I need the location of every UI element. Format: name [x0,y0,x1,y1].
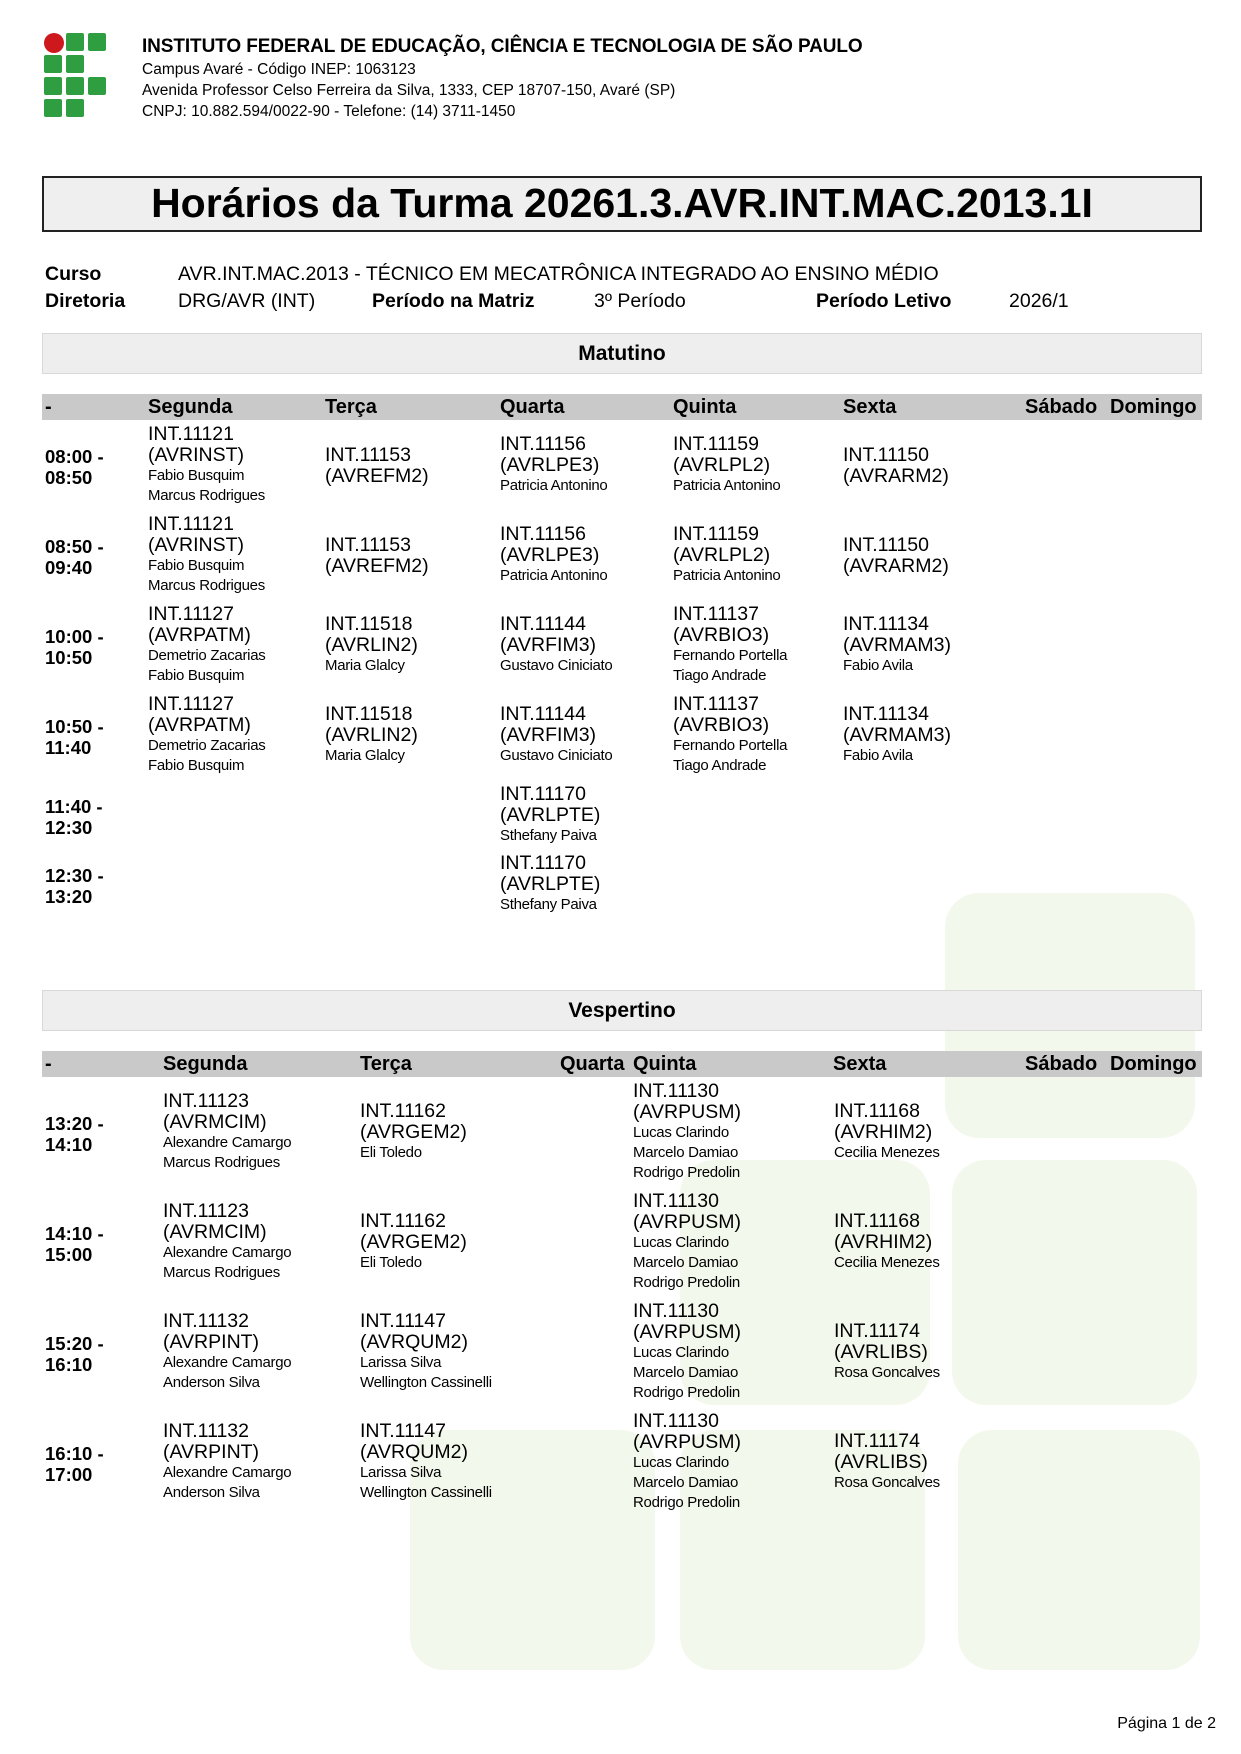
class-cell: INT.11168 (AVRHIM2) Cecilia Menezes [834,1100,940,1161]
class-cell: INT.11159 (AVRLPL2) Patricia Antonino [673,523,781,584]
class-cell: INT.11170 (AVRLPTE) Sthefany Paiva [500,852,601,913]
vespertino-section-title: Vespertino [42,990,1202,1031]
header-terca: Terça [325,396,377,418]
class-cell: INT.11137 (AVRBIO3) Fernando Portella Tiago Andrade [673,693,788,774]
class-cell: INT.11137 (AVRBIO3) Fernando Portella Tiago Andrade [673,603,788,684]
class-cell: INT.11127 (AVRPATM) Demetrio Zacarias Fabio Busquim [148,603,266,684]
time-slot: 11:40 - 12:30 [45,796,103,838]
class-cell: INT.11123 (AVRMCIM) Alexandre Camargo Marcus Rodrigues [163,1200,292,1281]
class-cell: INT.11130 (AVRPUSM) Lucas Clarindo Marcelo Damiao Rodrigo Predolin [633,1190,741,1291]
time-slot: 12:30 - 13:20 [45,865,104,907]
institution-logo [44,33,110,117]
header-sabado: Sábado [1025,396,1098,418]
logo-square [66,99,84,117]
curso-value: AVR.INT.MAC.2013 - TÉCNICO EM MECATRÔNICA INTEGRADO AO ENSINO MÉDIO [178,263,939,285]
logo-red-dot [44,33,64,53]
time-slot: 08:00 - 08:50 [45,446,104,488]
class-cell: INT.11147 (AVRQUM2) Larissa Silva Wellington Cassinelli [360,1310,492,1391]
class-cell: INT.11170 (AVRLPTE) Sthefany Paiva [500,783,601,844]
class-cell: INT.11150 (AVRARM2) [843,444,949,487]
diretoria-value: DRG/AVR (INT) [178,290,316,312]
class-cell: INT.11130 (AVRPUSM) Lucas Clarindo Marcelo Damiao Rodrigo Predolin [633,1080,741,1181]
class-cell: INT.11123 (AVRMCIM) Alexandre Camargo Marcus Rodrigues [163,1090,292,1171]
class-cell: INT.11168 (AVRHIM2) Cecilia Menezes [834,1210,940,1271]
header-terca: Terça [360,1053,412,1075]
header-time: - [45,1053,52,1075]
class-cell: INT.11518 (AVRLIN2) Maria Glalcy [325,613,418,674]
vespertino-header-row [42,1051,1202,1077]
logo-square [44,77,62,95]
time-slot: 14:10 - 15:00 [45,1223,104,1265]
header-quarta: Quarta [560,1053,625,1075]
class-cell: INT.11130 (AVRPUSM) Lucas Clarindo Marcelo Damiao Rodrigo Predolin [633,1410,741,1511]
matutino-section-title: Matutino [42,333,1202,374]
class-cell: INT.11162 (AVRGEM2) Eli Toledo [360,1210,467,1271]
header-segunda: Segunda [148,396,233,418]
class-cell: INT.11159 (AVRLPL2) Patricia Antonino [673,433,781,494]
class-cell: INT.11518 (AVRLIN2) Maria Glalcy [325,703,418,764]
header-quinta: Quinta [673,396,737,418]
class-cell: INT.11150 (AVRARM2) [843,534,949,577]
time-slot: 16:10 - 17:00 [45,1443,104,1485]
time-slot: 13:20 - 14:10 [45,1113,104,1155]
class-cell: INT.11134 (AVRMAM3) Fabio Avila [843,613,951,674]
curso-label: Curso [45,263,102,285]
institution-campus: Campus Avaré - Código INEP: 1063123 [142,61,416,78]
header-quinta: Quinta [633,1053,697,1075]
institution-cnpj-phone: CNPJ: 10.882.594/0022-90 - Telefone: (14) 3711-1450 [142,103,516,120]
diretoria-label: Diretoria [45,290,126,312]
header-sexta: Sexta [843,396,897,418]
class-cell: INT.11174 (AVRLIBS) Rosa Goncalves [834,1430,940,1491]
class-cell: INT.11134 (AVRMAM3) Fabio Avila [843,703,951,764]
periodo-letivo-value: 2026/1 [1009,290,1069,312]
logo-square [66,33,84,51]
class-cell: INT.11156 (AVRLPE3) Patricia Antonino [500,523,608,584]
watermark-shape [958,1430,1200,1670]
time-slot: 15:20 - 16:10 [45,1333,104,1375]
institution-address: Avenida Professor Celso Ferreira da Silva, 1333, CEP 18707-150, Avaré (SP) [142,82,676,99]
institution-name: INSTITUTO FEDERAL DE EDUCAÇÃO, CIÊNCIA E TECNOLOGIA DE SÃO PAULO [142,36,863,57]
class-cell: INT.11153 (AVREFM2) [325,534,429,577]
class-cell: INT.11153 (AVREFM2) [325,444,429,487]
header-segunda: Segunda [163,1053,248,1075]
class-cell: INT.11162 (AVRGEM2) Eli Toledo [360,1100,467,1161]
class-cell: INT.11121 (AVRINST) Fabio Busquim Marcus Rodrigues [148,513,265,594]
time-slot: 10:00 - 10:50 [45,626,104,668]
header-sexta: Sexta [833,1053,887,1075]
logo-square [88,33,106,51]
watermark-shape [952,1160,1197,1405]
periodo-matriz-label: Período na Matriz [372,290,535,312]
logo-square [88,77,106,95]
matutino-header-row [42,394,1202,420]
logo-square [66,55,84,73]
page-title-box [42,176,1202,232]
class-cell: INT.11121 (AVRINST) Fabio Busquim Marcus Rodrigues [148,423,265,504]
logo-square [44,99,62,117]
periodo-matriz-value: 3º Período [594,290,686,312]
class-cell: INT.11130 (AVRPUSM) Lucas Clarindo Marcelo Damiao Rodrigo Predolin [633,1300,741,1401]
periodo-letivo-label: Período Letivo [816,290,952,312]
time-slot: 10:50 - 11:40 [45,716,104,758]
header-quarta: Quarta [500,396,565,418]
header-sabado: Sábado [1025,1053,1098,1075]
logo-square [66,77,84,95]
header-time: - [45,396,52,418]
class-cell: INT.11144 (AVRFIM3) Gustavo Ciniciato [500,703,613,764]
institution-header [142,36,863,121]
page-title: Horários da Turma 20261.3.AVR.INT.MAC.2013.1I [151,180,1093,226]
class-cell: INT.11144 (AVRFIM3) Gustavo Ciniciato [500,613,613,674]
page-number: Página 1 de 2 [1117,1715,1216,1732]
class-cell: INT.11147 (AVRQUM2) Larissa Silva Wellington Cassinelli [360,1420,492,1501]
logo-square [44,55,62,73]
class-cell: INT.11132 (AVRPINT) Alexandre Camargo Anderson Silva [163,1420,292,1501]
header-domingo: Domingo [1110,1053,1197,1075]
header-domingo: Domingo [1110,396,1197,418]
class-cell: INT.11132 (AVRPINT) Alexandre Camargo Anderson Silva [163,1310,292,1391]
class-cell: INT.11127 (AVRPATM) Demetrio Zacarias Fabio Busquim [148,693,266,774]
class-cell: INT.11174 (AVRLIBS) Rosa Goncalves [834,1320,940,1381]
time-slot: 08:50 - 09:40 [45,536,104,578]
class-cell: INT.11156 (AVRLPE3) Patricia Antonino [500,433,608,494]
